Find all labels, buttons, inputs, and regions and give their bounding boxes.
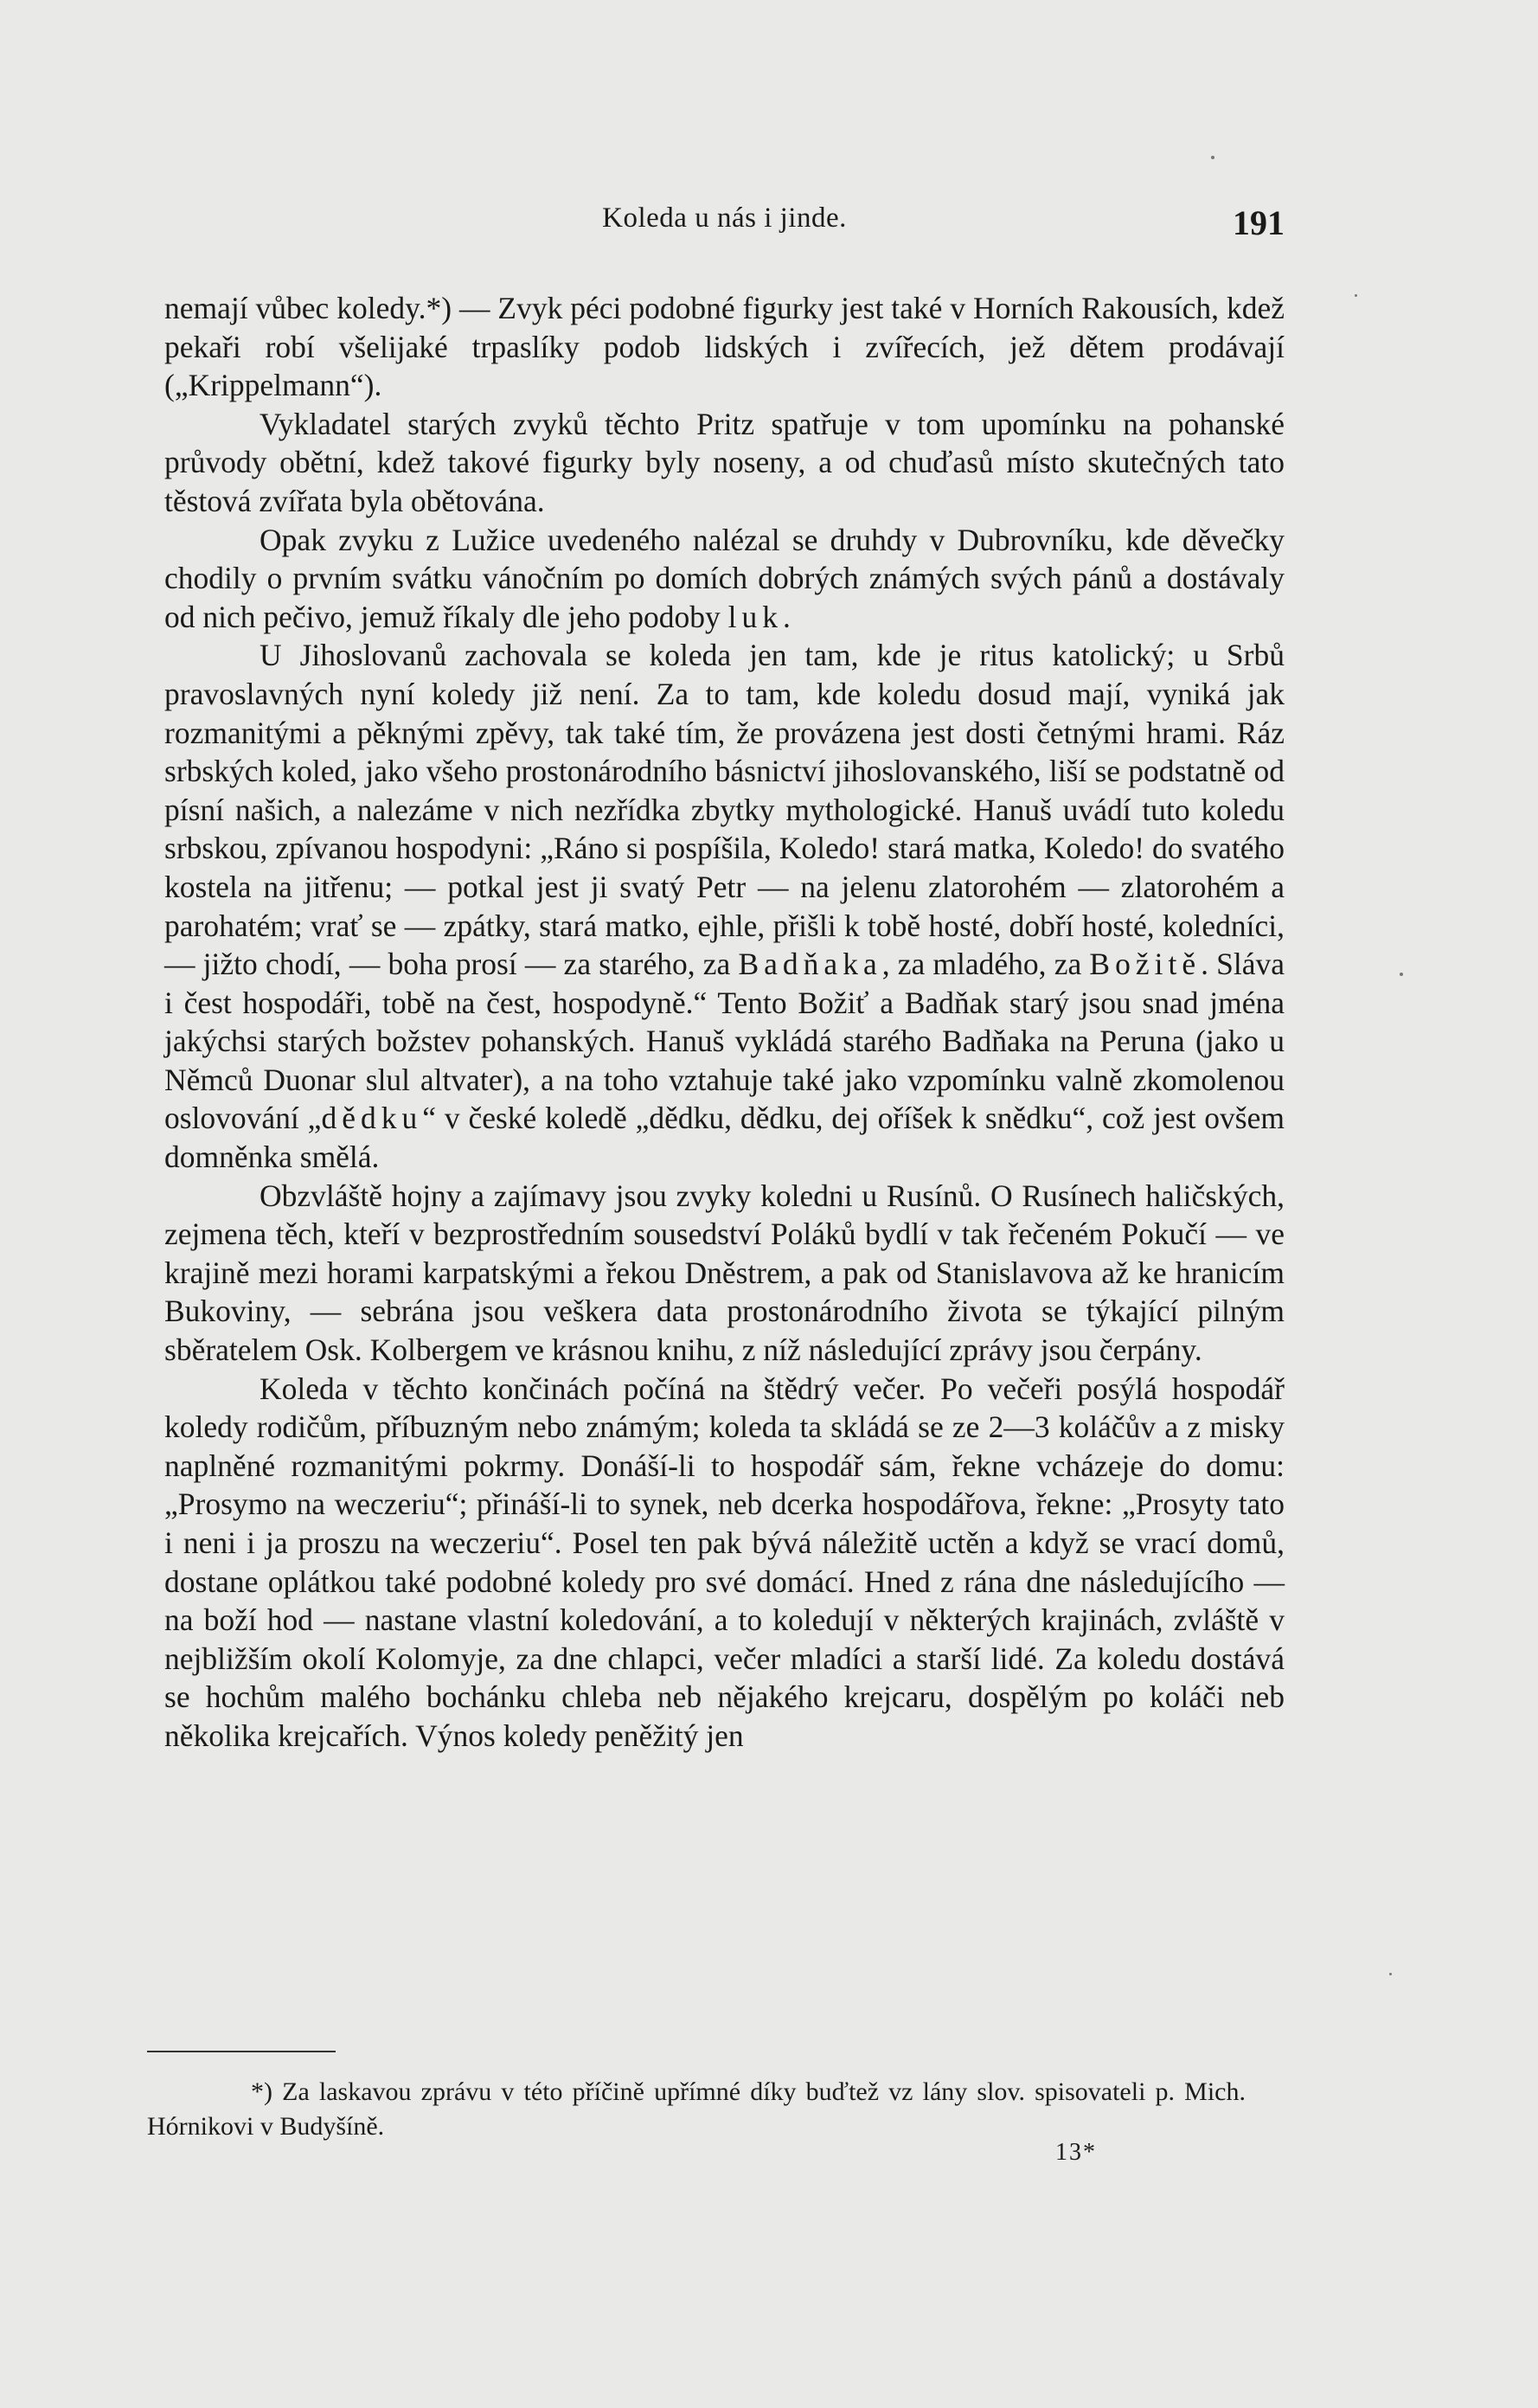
paragraph-6: Koleda v těchto končinách počíná na štědrý večer. Po večeři posýlá hospodář koledy rodičům, příbuzným nebo známým; koleda ta skládá se ze 2—3 koláčův a z misky naplněné rozmanitými pokrmy. Donáší-li to hospodář sám, řekne vcházeje do domu: „Prosymo na weczeriu“; přináší-li to synek, neb dcerka hospodářova, řekne: „Prosyty tato i neni i ja proszu na weczeriu“. Posel ten pak bývá náležitě uctěn a když se vrací domů, dostane oplátkou také podobné koledy pro své domácí. Hned z rána dne následujícího — na boží hod — nastane vlastní koledování, a to koledují v některých krajinách, zvláště v nejbližším okolí Kolomyje, za dne chlapci, večer mladíci a starší lidé. Za koledu dostává se hochům malého bochánku chleba neb nějakého krejcaru, dospělým po koláči neb několika krejcařích. Výnos koledy peněžitý jen — [164, 1371, 1285, 1753]
paragraph-3 — [164, 521, 1285, 637]
paragraph-1: nemají vůbec koledy.*) — Zvyk péci podobné figurky jest také v Horních Rakousích, kdež pekaři robí všelijaké trpaslíky podob lidských i zvířecích, jež dětem prodávají („Krippelmann“). — [164, 291, 1285, 403]
spaced-word-bozite: Božitě — [1089, 947, 1202, 982]
spaced-word-badnak: Badňaka — [738, 947, 882, 982]
paragraph-4-text-c: , za mladého, za — [881, 947, 1090, 982]
page-number: 191 — [1233, 203, 1285, 242]
scan-speck — [1355, 294, 1357, 297]
paragraph-4-text-e: . Sláva i čest hospodáři, tobě na čest, hospodyně.“ Tento Božiť a Badňak starý jsou snad jména jakýchsi starých božstev pohanských. Hanuš vykládá starého Badňaka na Peruna (jako u Němců Duonar slul altvater), a na toho vztahuje také jako vzpomínku valně zkomolenou oslovování „ — [164, 947, 1285, 1136]
paragraph-3-text: Opak zvyku z Lužice uvedeného nalézal se druhdy v Dubrovníku, kde děvečky chodily o prvním svátku vánočním po domích dobrých známých svých pánů a dostávaly od nich pečivo, jemuž říkaly dle jeho podoby — [164, 522, 1285, 634]
paragraph-5: Obzvláště hojny a zajímavy jsou zvyky koledni u Rusínů. O Rusínech haličských, zejmena těch, kteří v bezprostředním sousedství Poláků bydlí v tak řečeném Pokučí — ve krajině mezi horami karpatskými a řekou Dněstrem, a pak od Stanislavova až ke hranicím Bukoviny, — sebrána jsou veškera data prostonárodního života se týkající pilným sběratelem Osk. Kolbergem ve krásnou knihu, z níž následující zprávy jsou čerpány. — [164, 1178, 1285, 1368]
paragraph-4-text-g: “ v české koledě „dědku, dědku, dej oříšek k snědku“, což jest ovšem domněnka smělá. — [164, 1101, 1285, 1175]
paragraph-4 — [164, 636, 1285, 1176]
footnote-text: *) Za laskavou zprávu v této příčině upřímné díky buďtež vz lány slov. spisovateli p. Mich. Hórnikovi v Budyšíně. — [147, 2077, 1246, 2141]
spaced-word-luk: luk — [727, 599, 784, 634]
spaced-word-dedku: dědku — [321, 1101, 423, 1136]
footnote — [147, 2075, 1246, 2144]
body-text — [164, 289, 1285, 1756]
scan-speck — [1389, 1973, 1392, 1975]
paragraph-2: Vykladatel starých zvyků těchto Pritz spatřuje v tom upomínku na pohanské průvody obětní, kdež takové figurky byly noseny, a od chuďasů místo skutečných tato těstová zvířata byla obětována. — [164, 406, 1285, 518]
page-header — [164, 202, 1285, 251]
scan-speck — [1211, 156, 1214, 159]
running-title: Koleda u nás i jinde. — [602, 202, 847, 234]
paragraph-4-text-a: U Jihoslovanů zachovala se koleda jen tam, kde je ritus katolický; u Srbů pravoslavných nyní koledy již není. Za to tam, kde koledu dosud mají, vyniká jak rozmanitými a pěknými zpěvy, tak také tím, že provázena jest dosti četnými hrami. Ráz srbských koled, jako všeho prostonárodního básnictví jihoslovanského, liší se podstatně od písní našich, a nalezáme v nich nezřídka zbytky mythologické. Hanuš uvádí tuto koledu srbskou, zpívanou hospodyni: „Ráno si pospíšila, Koledo! stará matka, Koledo! do svatého kostela na jitřenu; — potkal jest ji svatý Petr — na jelenu zlatorohém — zlatorohém a parohatém; vrať se — zpátky, stará matko, ejhle, přišli k tobě hosté, dobří hosté, koledníci, — jižto chodí, — boha prosí — za starého, za — [164, 638, 1285, 982]
footnote-rule — [147, 2051, 336, 2052]
printer-signature: 13* — [1055, 2139, 1097, 2166]
paragraph-3-end: . — [783, 599, 791, 634]
scan-speck — [1400, 973, 1403, 976]
